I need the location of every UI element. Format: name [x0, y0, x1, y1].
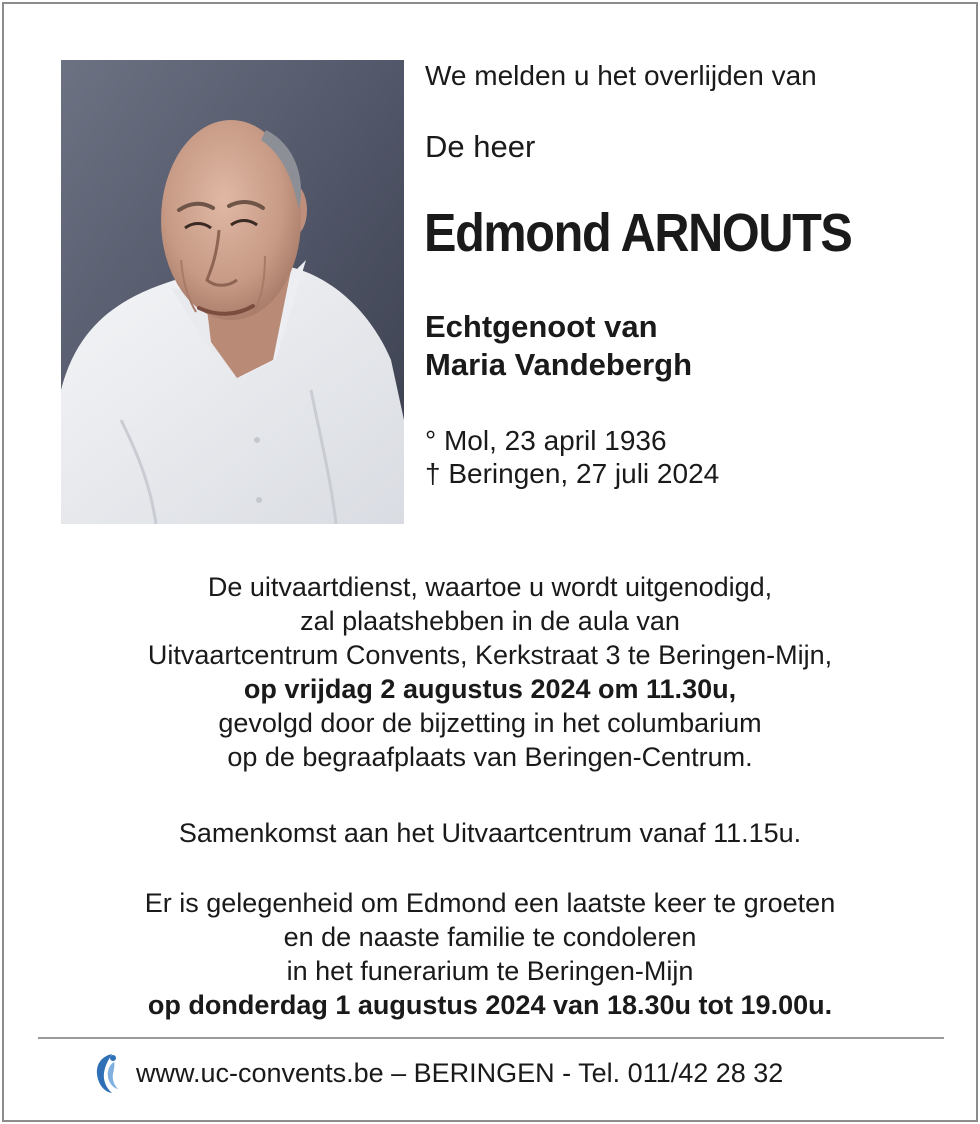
spouse-name: Maria Vandebergh	[425, 347, 693, 382]
honorific: De heer	[425, 129, 536, 164]
death-date: † Beringen, 27 juli 2024	[425, 458, 720, 489]
footer-divider	[38, 1037, 944, 1039]
uc-convents-logo-icon	[92, 1050, 122, 1096]
gathering-line: Samenkomst aan het Uitvaartcentrum vanaf 11.15u.	[178, 818, 802, 848]
service-line: De uitvaartdienst, waartoe u wordt uitgenodigd,	[207, 572, 773, 602]
visitation-line: in het funerarium te Beringen-Mijn	[286, 956, 694, 986]
deceased-name: Edmond ARNOUTS	[424, 203, 852, 263]
visitation-datetime: op donderdag 1 augustus 2024 van 18.30u tot 19.00u.	[147, 990, 833, 1020]
service-line: op de begraafplaats van Beringen-Centrum.	[227, 742, 753, 772]
visitation-details	[4, 886, 976, 1022]
service-datetime: op vrijdag 2 augustus 2024 om 11.30u,	[243, 674, 737, 704]
portrait-photo	[61, 60, 404, 524]
birth-date: ° Mol, 23 april 1936	[425, 425, 667, 456]
service-line: zal plaatshebben in de aula van	[300, 606, 680, 636]
service-line: Uitvaartcentrum Convents, Kerkstraat 3 te Beringen-Mijn,	[147, 640, 833, 670]
spouse-info	[425, 308, 692, 384]
spouse-label: Echtgenoot van	[425, 309, 658, 344]
footer	[92, 1050, 783, 1096]
contact-info[interactable]: www.uc-convents.be – BERINGEN - Tel. 011/42 28 32	[136, 1058, 784, 1088]
announcement-intro: We melden u het overlijden van	[425, 60, 817, 91]
visitation-line: Er is gelegenheid om Edmond een laatste keer te groeten	[144, 888, 836, 918]
service-line: gevolgd door de bijzetting in het columbarium	[218, 708, 762, 738]
life-dates	[425, 424, 719, 490]
gathering-info	[4, 816, 976, 850]
service-details	[4, 570, 976, 774]
obituary-card	[2, 2, 978, 1122]
visitation-line: en de naaste familie te condoleren	[283, 922, 697, 952]
